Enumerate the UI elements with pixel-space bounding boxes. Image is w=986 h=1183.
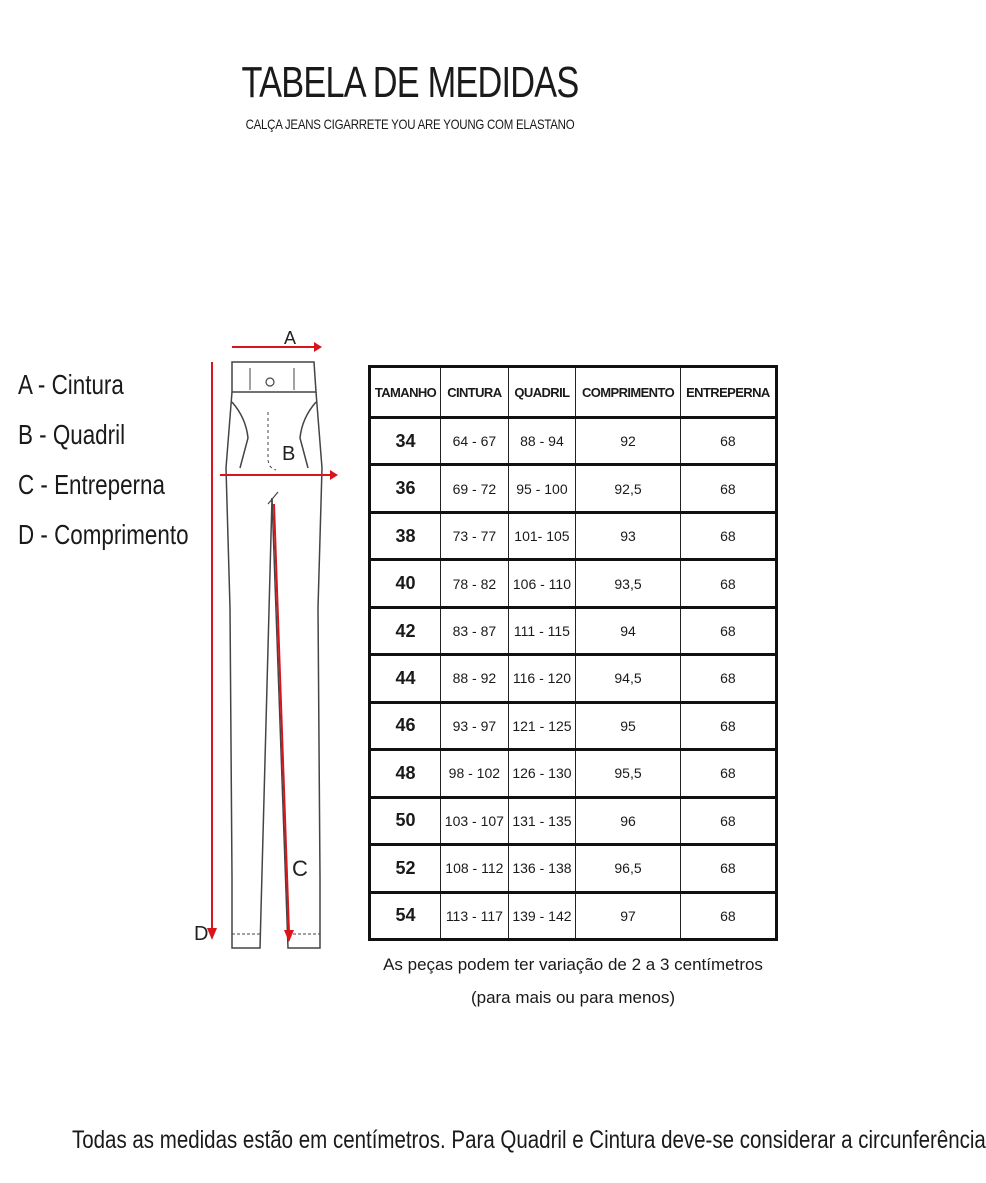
cell-entreperna: 68 [680,655,776,702]
table-row [370,560,777,607]
label-b: B [282,443,296,465]
table-row [370,655,777,702]
cell-size: 40 [370,560,441,607]
table-row [370,892,777,939]
col-header-entreperna: ENTREPERNA [680,367,776,418]
cell-quadril: 88 - 94 [508,418,576,465]
button-icon [266,378,274,386]
cell-entreperna: 68 [680,702,776,749]
cell-entreperna: 68 [680,512,776,559]
cell-quadril: 131 - 135 [508,797,576,844]
cell-entreperna: 68 [680,892,776,939]
cell-size: 46 [370,702,441,749]
cell-cintura: 73 - 77 [441,512,509,559]
label-c: C [292,856,308,881]
cell-size: 52 [370,845,441,892]
cell-quadril: 106 - 110 [508,560,576,607]
legend-item-comprimento: D - Comprimento [18,519,189,550]
cell-comprimento: 95,5 [576,750,681,797]
cell-comprimento: 94 [576,607,681,654]
cell-entreperna: 68 [680,418,776,465]
cell-quadril: 121 - 125 [508,702,576,749]
size-table [368,365,778,941]
cell-cintura: 113 - 117 [441,892,509,939]
cell-quadril: 136 - 138 [508,845,576,892]
cell-cintura: 69 - 72 [441,465,509,512]
col-header-quadril: QUADRIL [508,367,576,418]
footer-note: Todas as medidas estão em centímetros. Para Quadril e Cintura deve-se considerar a circunferência [72,1126,986,1154]
cell-size: 54 [370,892,441,939]
cell-comprimento: 95 [576,702,681,749]
hip-arrow [220,470,338,480]
cell-comprimento: 96,5 [576,845,681,892]
table-row [370,750,777,797]
length-arrow [207,362,217,940]
cell-cintura: 93 - 97 [441,702,509,749]
cell-quadril: 116 - 120 [508,655,576,702]
cell-quadril: 101- 105 [508,512,576,559]
cell-size: 36 [370,465,441,512]
table-row [370,702,777,749]
table-row [370,418,777,465]
pants-diagram [190,318,350,958]
page-subtitle: CALÇA JEANS CIGARRETE YOU ARE YOUNG COM ELASTANO [245,116,575,132]
cell-comprimento: 96 [576,797,681,844]
cell-size: 50 [370,797,441,844]
cell-entreperna: 68 [680,797,776,844]
cell-cintura: 103 - 107 [441,797,509,844]
cell-quadril: 111 - 115 [508,607,576,654]
cell-cintura: 108 - 112 [441,845,509,892]
legend-item-entreperna: C - Entreperna [18,469,165,500]
legend-item-quadril: B - Quadril [18,419,126,450]
cell-entreperna: 68 [680,750,776,797]
cell-entreperna: 68 [680,465,776,512]
variation-note-sub: (para mais ou para menos) [470,988,676,1007]
cell-comprimento: 97 [576,892,681,939]
cell-quadril: 95 - 100 [508,465,576,512]
cell-cintura: 98 - 102 [441,750,509,797]
cell-comprimento: 92,5 [576,465,681,512]
cell-comprimento: 93 [576,512,681,559]
cell-comprimento: 94,5 [576,655,681,702]
cell-entreperna: 68 [680,607,776,654]
cell-entreperna: 68 [680,560,776,607]
cell-comprimento: 93,5 [576,560,681,607]
cell-quadril: 139 - 142 [508,892,576,939]
cell-entreperna: 68 [680,845,776,892]
col-header-comprimento: COMPRIMENTO [576,367,681,418]
col-header-tamanho: TAMANHO [370,367,441,418]
waist-arrow [232,342,322,352]
cell-quadril: 126 - 130 [508,750,576,797]
cell-size: 42 [370,607,441,654]
cell-size: 44 [370,655,441,702]
table-header-row [370,367,777,418]
cell-comprimento: 92 [576,418,681,465]
page-title: TABELA DE MEDIDAS [241,58,579,107]
legend-item-cintura: A - Cintura [18,369,124,400]
table-row [370,845,777,892]
cell-size: 34 [370,418,441,465]
table-row [370,465,777,512]
cell-cintura: 83 - 87 [441,607,509,654]
table-row [370,607,777,654]
cell-cintura: 64 - 67 [441,418,509,465]
cell-size: 38 [370,512,441,559]
variation-note: As peças podem ter variação de 2 a 3 centímetros [383,955,763,974]
col-header-cintura: CINTURA [441,367,509,418]
cell-cintura: 88 - 92 [441,655,509,702]
table-row [370,512,777,559]
label-d: D [194,923,209,945]
cell-size: 48 [370,750,441,797]
cell-cintura: 78 - 82 [441,560,509,607]
label-a: A [284,328,297,348]
table-row [370,797,777,844]
inseam-arrow [274,504,294,942]
